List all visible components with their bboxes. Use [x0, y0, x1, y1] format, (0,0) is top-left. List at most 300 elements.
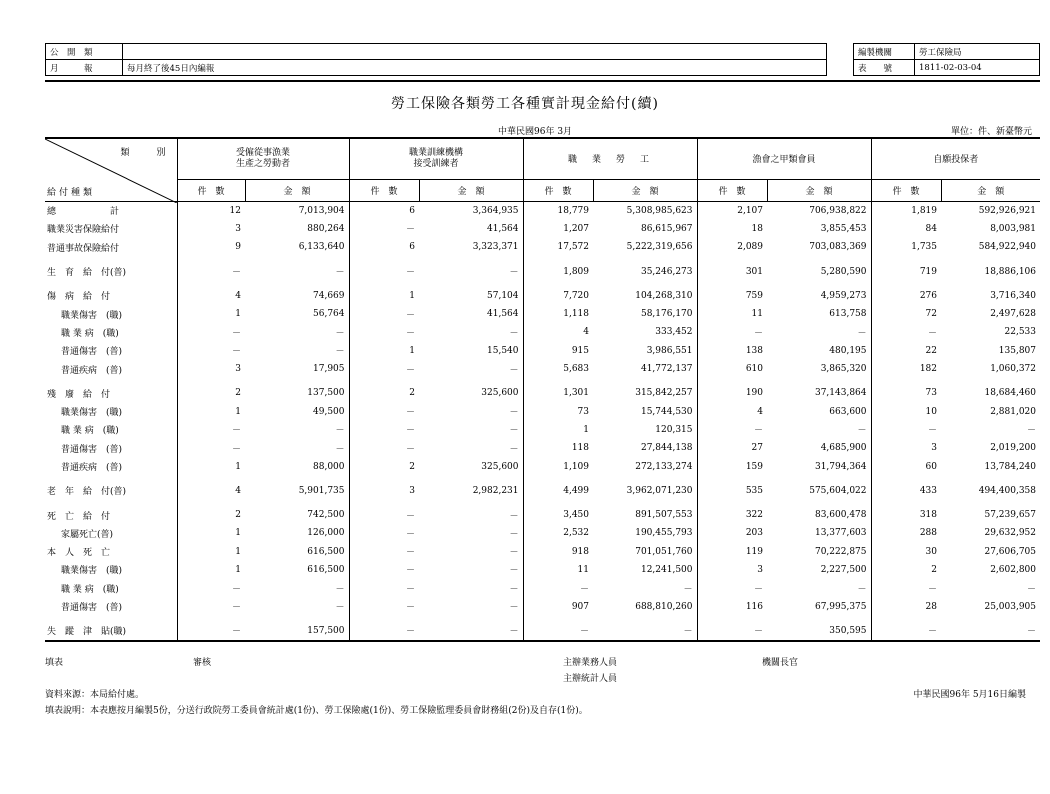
cell-amount: 701,051,760 [635, 546, 693, 557]
cell-count: 73 [871, 384, 941, 402]
cell-count: 3 [697, 561, 767, 579]
header-report-label: 月 報 [46, 60, 123, 76]
cell-count: 1 [523, 421, 593, 439]
row-label: 普通事故保險給付 [47, 243, 120, 254]
table-row [45, 506, 1040, 524]
subheader-count: 件 數 [871, 179, 941, 201]
cell-amount: 325,600 [481, 388, 519, 399]
cell-amount: 13,784,240 [984, 461, 1036, 472]
cell-count: 12 [177, 201, 245, 220]
cell-amount: － [509, 426, 519, 437]
cell-count: 28 [871, 597, 941, 615]
cell-count: 3,450 [523, 506, 593, 524]
cell-count: 301 [697, 262, 767, 280]
cell-count: 6 [349, 201, 419, 220]
cell-amount: 613,758 [829, 309, 867, 320]
cell-count: 18,779 [523, 201, 593, 220]
cell-amount: 703,083,369 [809, 242, 867, 253]
cell-amount: － [509, 365, 519, 376]
cell-count: － [871, 323, 941, 341]
cell-amount: － [509, 268, 519, 279]
cell-count: 22 [871, 342, 941, 360]
cell-count: － [349, 506, 419, 524]
cell-count: － [697, 622, 767, 641]
cell-count: － [349, 323, 419, 341]
header-agency-label: 編製機關 [854, 44, 915, 60]
cell-count: － [177, 622, 245, 641]
cell-count: 1 [177, 543, 245, 561]
cell-count: 1,109 [523, 457, 593, 475]
cell-count: 4 [177, 287, 245, 305]
cell-amount: 2,881,020 [990, 406, 1036, 417]
cell-count: 1,735 [871, 238, 941, 256]
cell-amount: 2,602,800 [990, 564, 1036, 575]
cell-count: － [349, 220, 419, 238]
cell-amount: 67,995,375 [814, 601, 867, 612]
cell-amount: － [335, 584, 345, 595]
row-label: 家屬死亡(普) [61, 529, 114, 540]
subheader-amount: 金 額 [593, 179, 697, 201]
cell-count: － [523, 579, 593, 597]
cell-amount: 333,452 [655, 327, 693, 338]
table-row [45, 262, 1040, 280]
cell-count: 3 [177, 360, 245, 378]
cell-count: － [349, 524, 419, 542]
cell-amount: － [1026, 584, 1036, 595]
footer-date: 中華民國96年 5月16日編製 [913, 690, 1026, 700]
cell-amount: 880,264 [307, 223, 345, 234]
cell-amount: － [1026, 426, 1036, 437]
cell-count: 73 [523, 402, 593, 420]
cell-amount: 584,922,940 [978, 242, 1036, 253]
cell-amount: 12,241,500 [640, 564, 693, 575]
footer-review: 審核 [193, 658, 212, 668]
cell-amount: 104,268,310 [635, 290, 693, 301]
footer-stat-officer: 主辦統計人員 [563, 674, 618, 684]
cell-amount: 41,564 [487, 309, 519, 320]
cell-count: 1 [349, 287, 419, 305]
header-form-no-value: 1811-02-03-04 [915, 60, 1040, 76]
cell-count: － [871, 421, 941, 439]
cell-amount: 592,926,921 [978, 205, 1036, 216]
cell-amount: 1,060,372 [990, 364, 1036, 375]
row-label: 職 業 病 (職) [61, 328, 119, 339]
row-label: 普通疾病 (普) [61, 463, 123, 473]
row-label: 普通傷害 (普) [61, 347, 123, 358]
footer-head: 機關長官 [762, 658, 799, 668]
cell-count: 2 [349, 384, 419, 402]
cell-count: 11 [697, 305, 767, 323]
cell-amount: 2,227,500 [820, 564, 867, 575]
cell-count: － [349, 402, 419, 420]
cell-count: 1,301 [523, 384, 593, 402]
cell-count: 11 [523, 561, 593, 579]
cell-amount: 27,606,705 [984, 546, 1036, 557]
cell-amount: 706,938,822 [809, 205, 867, 216]
cell-count: 918 [523, 543, 593, 561]
cell-amount: 480,195 [829, 345, 867, 356]
cell-count: 182 [871, 360, 941, 378]
cell-count: 1 [177, 524, 245, 542]
cell-count: 288 [871, 524, 941, 542]
cell-amount: － [683, 584, 693, 595]
cell-count: － [177, 579, 245, 597]
cell-count: 6 [349, 238, 419, 256]
cell-count: 9 [177, 238, 245, 256]
cell-count: 3 [177, 220, 245, 238]
cell-count: 535 [697, 482, 767, 500]
row-label: 職業傷害 (職) [61, 566, 123, 577]
cell-count: 84 [871, 220, 941, 238]
cell-amount: － [335, 426, 345, 437]
cell-amount: 18,684,460 [984, 388, 1036, 399]
cell-count: － [523, 622, 593, 641]
subheader-amount: 金 額 [245, 179, 349, 201]
cell-amount: 5,308,985,623 [626, 205, 693, 216]
table-row [45, 439, 1040, 457]
cell-amount: 56,764 [313, 309, 345, 320]
row-label: 職 業 病 (職) [61, 584, 119, 595]
footer-note: 填表說明：本表應按月編製5份，分送行政院勞工委員會統計處(1份)、勞工保險處(1份)、勞工保險監理委員會財務組(2份)及自存(1份)。 [45, 706, 588, 716]
header-public-label: 公 開 類 [46, 44, 123, 60]
cell-amount: － [857, 328, 867, 339]
cell-amount: 31,794,364 [814, 461, 867, 472]
cell-amount: 25,003,905 [984, 601, 1036, 612]
cell-count: － [871, 579, 941, 597]
table-row [45, 597, 1040, 615]
cell-count: 2 [349, 457, 419, 475]
cell-count: 190 [697, 384, 767, 402]
cell-count: 2 [177, 506, 245, 524]
cell-amount: 663,600 [829, 406, 867, 417]
cell-amount: 15,540 [487, 345, 519, 356]
cell-amount: 3,865,320 [820, 364, 867, 375]
cell-amount: － [509, 627, 519, 638]
cell-count: 203 [697, 524, 767, 542]
cell-count: 759 [697, 287, 767, 305]
cell-amount: 57,104 [487, 290, 519, 301]
cell-count: 18 [697, 220, 767, 238]
cell-count: 159 [697, 457, 767, 475]
cell-amount: 575,604,022 [809, 485, 867, 496]
table-row [45, 287, 1040, 305]
subheader-count: 件 數 [523, 179, 593, 201]
header-right-table [853, 43, 1040, 76]
table-row [45, 457, 1040, 475]
cell-count: 118 [523, 439, 593, 457]
cell-amount: 3,364,935 [472, 205, 519, 216]
row-label: 職業災害保險給付 [47, 225, 120, 236]
row-label: 本 人 死 亡 [47, 548, 111, 559]
cell-amount: 120,315 [655, 424, 693, 435]
cell-count: － [349, 561, 419, 579]
row-label: 生 育 給 付(普) [47, 268, 127, 279]
footer-source: 資料來源：本局給付處。 [45, 690, 145, 700]
row-label: 總 計 [47, 207, 120, 218]
cell-count: 1,819 [871, 201, 941, 220]
group-header-occupational-workers: 職 業 勞 工 [523, 138, 697, 179]
cell-amount: 35,246,273 [640, 266, 693, 277]
cell-count: 915 [523, 342, 593, 360]
cell-count: 138 [697, 342, 767, 360]
cell-count: － [349, 305, 419, 323]
group-header-voluntary: 自願投保者 [871, 138, 1040, 179]
cell-count: 4,499 [523, 482, 593, 500]
cell-count: － [349, 597, 419, 615]
cell-amount: 4,959,273 [820, 290, 867, 301]
cell-count: － [177, 597, 245, 615]
cell-count: 17,572 [523, 238, 593, 256]
table-row [45, 342, 1040, 360]
table-row [45, 622, 1040, 641]
table-row [45, 561, 1040, 579]
cell-count: 322 [697, 506, 767, 524]
table-body [45, 201, 1040, 641]
cell-amount: 5,901,735 [298, 485, 345, 496]
table-row [45, 201, 1040, 220]
subheader-count: 件 數 [349, 179, 419, 201]
subheader-count: 件 數 [697, 179, 767, 201]
corner-top-label: 類 別 [120, 148, 169, 158]
table-row [45, 524, 1040, 542]
table-row [45, 360, 1040, 378]
cell-amount: 272,133,274 [635, 461, 693, 472]
header-public-value [123, 44, 827, 60]
cell-amount: 22,533 [1004, 327, 1036, 338]
cell-amount: － [683, 627, 693, 638]
subheader-row [45, 179, 1040, 201]
cell-count: 1,118 [523, 305, 593, 323]
cell-amount: － [509, 511, 519, 522]
cell-amount: 616,500 [307, 546, 345, 557]
cell-count: 2,107 [697, 201, 767, 220]
cell-amount: 2,982,231 [472, 485, 519, 496]
cell-amount: 18,886,106 [984, 266, 1036, 277]
cell-count: － [177, 421, 245, 439]
cell-amount: 742,500 [307, 510, 345, 521]
cell-amount: － [509, 603, 519, 614]
cell-count: － [697, 579, 767, 597]
table-row [45, 238, 1040, 256]
cell-amount: 74,669 [313, 290, 345, 301]
cell-amount: 15,744,530 [640, 406, 693, 417]
cell-amount: 57,239,657 [984, 510, 1036, 521]
row-label: 傷 病 給 付 [47, 292, 111, 303]
cell-amount: 41,564 [487, 223, 519, 234]
subheader-amount: 金 額 [941, 179, 1040, 201]
cell-count: 610 [697, 360, 767, 378]
cell-amount: － [1026, 627, 1036, 638]
cell-count: 1 [177, 402, 245, 420]
cell-count: 60 [871, 457, 941, 475]
table-row [45, 402, 1040, 420]
cell-count: 907 [523, 597, 593, 615]
cell-count: 2,532 [523, 524, 593, 542]
cell-count: 30 [871, 543, 941, 561]
corner-bottom-label: 給付種類 [47, 187, 96, 198]
cell-amount: 58,176,170 [640, 309, 693, 320]
header-rule [45, 80, 1040, 82]
header-form-no-label: 表 號 [854, 60, 915, 76]
cell-count: 119 [697, 543, 767, 561]
row-label: 普通傷害 (普) [61, 603, 123, 614]
report-period: 中華民國96年 3月 [498, 127, 573, 137]
cell-count: － [697, 421, 767, 439]
benefits-table [45, 137, 1040, 642]
page-title: 勞工保險各類勞工各種實計現金給付(續) [391, 96, 659, 112]
corner-header [45, 138, 177, 201]
cell-amount: － [335, 268, 345, 279]
cell-amount: － [509, 584, 519, 595]
cell-count: 1 [177, 457, 245, 475]
cell-amount: － [509, 566, 519, 577]
footer-fill: 填表 [45, 658, 64, 668]
cell-amount: 6,133,640 [298, 242, 345, 253]
row-label: 普通傷害 (普) [61, 444, 123, 455]
row-label: 老 年 給 付(普) [47, 487, 127, 498]
row-label: 職業傷害 (職) [61, 310, 123, 321]
cell-amount: 3,962,071,230 [626, 485, 693, 496]
subheader-count: 件 數 [177, 179, 245, 201]
cell-count: 318 [871, 506, 941, 524]
cell-amount: 3,855,453 [820, 223, 867, 234]
row-label: 失 蹤 津 貼(職) [47, 627, 127, 638]
subheader-amount: 金 額 [767, 179, 871, 201]
cell-amount: 86,615,967 [640, 223, 693, 234]
cell-count: － [349, 579, 419, 597]
unit-label: 單位：件、新臺幣元 [950, 127, 1032, 137]
cell-amount: － [335, 603, 345, 614]
cell-amount: 616,500 [307, 564, 345, 575]
cell-count: 7,720 [523, 287, 593, 305]
table-row [45, 421, 1040, 439]
cell-count: 1 [177, 561, 245, 579]
cell-count: － [177, 262, 245, 280]
cell-count: 27 [697, 439, 767, 457]
cell-amount: 3,986,551 [646, 345, 693, 356]
cell-amount: － [857, 584, 867, 595]
cell-count: － [177, 439, 245, 457]
cell-amount: － [509, 328, 519, 339]
cell-amount: 494,400,358 [978, 485, 1036, 496]
table-row [45, 482, 1040, 500]
cell-count: 5,683 [523, 360, 593, 378]
cell-count: 2,089 [697, 238, 767, 256]
table-row [45, 323, 1040, 341]
table-row [45, 305, 1040, 323]
cell-amount: 27,844,138 [640, 443, 693, 454]
cell-amount: 325,600 [481, 461, 519, 472]
row-label: 死 亡 給 付 [47, 511, 111, 522]
cell-amount: － [335, 444, 345, 455]
cell-amount: 70,222,875 [814, 546, 867, 557]
cell-count: － [349, 421, 419, 439]
cell-count: 3 [349, 482, 419, 500]
cell-count: 1,809 [523, 262, 593, 280]
cell-amount: 7,013,904 [298, 205, 345, 216]
row-label: 職 業 病 (職) [61, 426, 119, 437]
cell-amount: 137,500 [307, 388, 345, 399]
cell-amount: 29,632,952 [984, 528, 1036, 539]
cell-amount: 315,842,257 [635, 388, 693, 399]
cell-amount: － [335, 328, 345, 339]
cell-amount: － [509, 548, 519, 559]
cell-count: － [349, 360, 419, 378]
cell-count: 72 [871, 305, 941, 323]
subheader-amount: 金 額 [419, 179, 523, 201]
cell-count: － [349, 622, 419, 641]
group-header-fishermen-members: 漁會之甲類會員 [697, 138, 871, 179]
cell-amount: 17,905 [313, 364, 345, 375]
cell-count: 1,207 [523, 220, 593, 238]
cell-count: 1 [349, 342, 419, 360]
cell-amount: － [857, 426, 867, 437]
cell-count: － [349, 439, 419, 457]
cell-amount: － [509, 408, 519, 419]
header-agency-value: 勞工保險局 [915, 44, 1040, 60]
cell-amount: 190,455,793 [635, 528, 693, 539]
cell-count: 433 [871, 482, 941, 500]
cell-amount: 5,222,319,656 [626, 242, 693, 253]
footer-officer: 主辦業務人員 [563, 658, 618, 668]
cell-amount: － [335, 347, 345, 358]
cell-amount: 49,500 [313, 406, 345, 417]
cell-count: 116 [697, 597, 767, 615]
cell-amount: 3,716,340 [990, 290, 1036, 301]
cell-count: 2 [177, 384, 245, 402]
cell-count: － [177, 323, 245, 341]
cell-amount: 5,280,590 [820, 266, 867, 277]
cell-count: 4 [177, 482, 245, 500]
row-label: 殘 廢 給 付 [47, 389, 111, 400]
cell-amount: － [509, 444, 519, 455]
cell-amount: 4,685,900 [820, 443, 867, 454]
cell-count: 4 [523, 323, 593, 341]
cell-count: 2 [871, 561, 941, 579]
table-row [45, 220, 1040, 238]
cell-amount: 37,143,864 [814, 388, 867, 399]
cell-count: 1 [177, 305, 245, 323]
cell-count: － [177, 342, 245, 360]
cell-amount: 350,595 [829, 625, 867, 636]
cell-amount: 2,019,200 [990, 443, 1036, 454]
cell-amount: 13,377,603 [814, 528, 867, 539]
row-label: 職業傷害 (職) [61, 408, 123, 419]
cell-count: － [349, 262, 419, 280]
header-left-table [45, 43, 827, 76]
cell-count: 276 [871, 287, 941, 305]
cell-amount: 8,003,981 [990, 223, 1036, 234]
cell-amount: 3,323,371 [472, 242, 519, 253]
cell-amount: 41,772,137 [640, 364, 693, 375]
cell-amount: 891,507,553 [635, 510, 693, 521]
cell-count: 4 [697, 402, 767, 420]
cell-amount: 135,807 [998, 345, 1036, 356]
header-report-value: 每月終了後45日內編報 [123, 60, 827, 76]
cell-count: 3 [871, 439, 941, 457]
row-label: 普通疾病 (普) [61, 365, 123, 376]
group-header-fishery-workers: 受僱從事漁業 生產之勞動者 [177, 138, 349, 179]
cell-amount: 83,600,478 [814, 510, 867, 521]
cell-amount: 126,000 [307, 528, 345, 539]
table-row [45, 579, 1040, 597]
cell-count: － [697, 323, 767, 341]
table-row [45, 543, 1040, 561]
cell-count: 10 [871, 402, 941, 420]
table-row [45, 384, 1040, 402]
cell-amount: 157,500 [307, 625, 345, 636]
cell-count: － [871, 622, 941, 641]
